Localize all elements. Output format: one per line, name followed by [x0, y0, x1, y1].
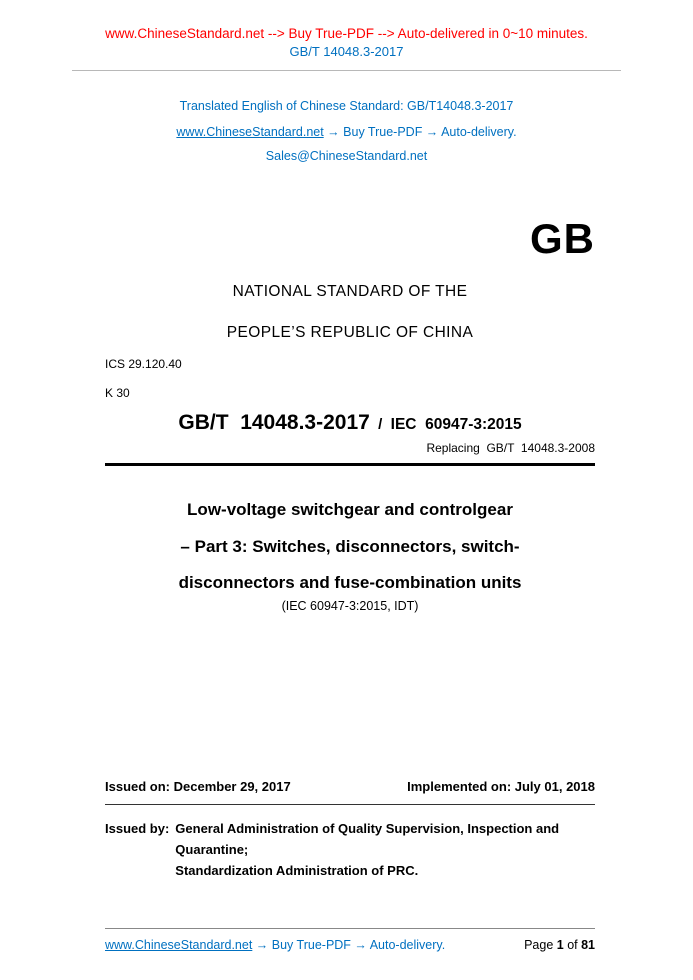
- document-title-line2: – Part 3: Switches, disconnectors, switch-: [180, 537, 520, 556]
- issued-by-line1: General Administration of Quality Supervision, Inspection and: [175, 821, 560, 836]
- document-title-line1: Low-voltage switchgear and controlgear: [187, 500, 513, 519]
- issuance-divider: [105, 804, 595, 805]
- replacing-note: Replacing GB/T 14048.3-2008: [426, 441, 595, 455]
- translated-note: Translated English of Chinese Standard: GB/T14048.3-2017: [179, 99, 514, 113]
- sales-email-link[interactable]: Sales@ChineseStandard.net: [265, 149, 428, 163]
- standard-number-iec: IEC 60947-3:2015: [390, 416, 522, 433]
- footer-link-domain: www.ChineseStandard.net: [105, 938, 253, 952]
- footer-link-rest: → Buy True-PDF → Auto-delivery.: [252, 938, 446, 952]
- issued-by-block: [105, 818, 595, 881]
- footer-website-link[interactable]: [105, 938, 445, 952]
- page-indicator: [524, 938, 595, 952]
- gb-logo: GB: [530, 215, 595, 262]
- page-number: 1: [556, 938, 564, 952]
- national-standard-line2: PEOPLE’S REPUBLIC OF CHINA: [226, 324, 474, 341]
- issued-by-body: [175, 818, 595, 881]
- issued-on-date: Issued on: December 29, 2017: [105, 779, 291, 794]
- issued-by-label: Issued by:: [105, 821, 170, 836]
- issued-by-line2: Quarantine;: [175, 842, 249, 857]
- standard-number-separator: /: [369, 416, 391, 433]
- ics-code: ICS 29.120.40: [105, 357, 182, 371]
- national-standard-line1: NATIONAL STANDARD OF THE: [232, 283, 468, 300]
- title-divider: [105, 463, 595, 466]
- classification-code: K 30: [105, 386, 130, 400]
- document-title-line3: disconnectors and fuse-combination units: [178, 573, 522, 592]
- of-label: of: [563, 938, 582, 952]
- website-link[interactable]: [176, 125, 516, 139]
- issued-by-line3: Standardization Administration of PRC.: [175, 863, 419, 878]
- standard-number-gbt: GB/T 14048.3-2017: [178, 411, 370, 434]
- promo-banner: www.ChineseStandard.net --> Buy True-PDF --> Auto-delivered in 0~10 minutes.: [105, 26, 588, 41]
- standard-number: [105, 411, 595, 435]
- standard-code-header: GB/T 14048.3-2017: [289, 44, 404, 59]
- page-label: Page: [524, 938, 557, 952]
- email-line: [0, 149, 693, 163]
- website-link-domain: www.ChineseStandard.net: [176, 125, 324, 139]
- total-pages: 81: [581, 938, 595, 952]
- website-link-rest: → Buy True-PDF → Auto-delivery.: [323, 125, 517, 139]
- header-divider: [72, 70, 621, 71]
- implemented-on-date: Implemented on: July 01, 2018: [407, 779, 595, 794]
- buy-link-line: [0, 125, 693, 139]
- document-subtitle: (IEC 60947-3:2015, IDT): [281, 599, 419, 613]
- main-content: [105, 215, 595, 881]
- page-footer: [105, 928, 595, 952]
- issuance-dates-row: [105, 779, 595, 794]
